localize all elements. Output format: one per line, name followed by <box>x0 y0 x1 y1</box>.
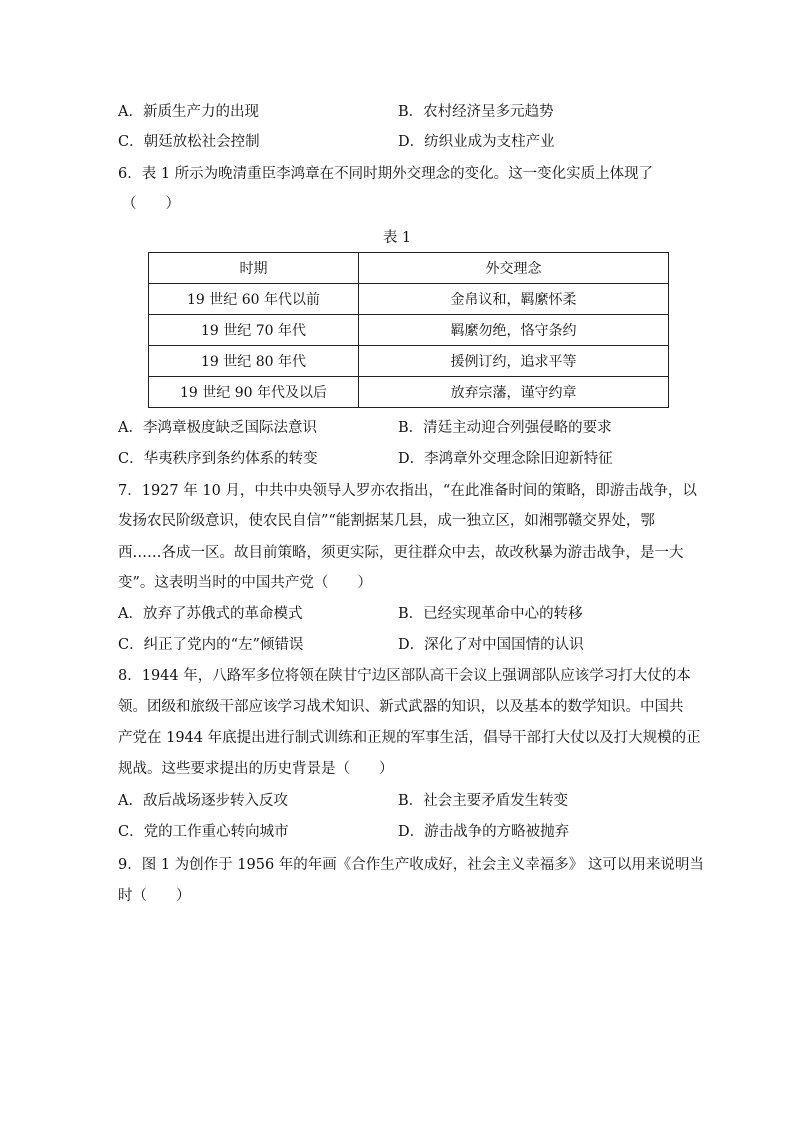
q8-option-c: C．党的工作重心转向城市 <box>118 824 289 840</box>
q7-stem-line-3: 西……各成一区。故目前策略，须更实际，更往群众中去，故改秋暴为游击战争，是一大 <box>118 545 684 561</box>
q6-option-a: A．李鸿章极度缺乏国际法意识 <box>118 420 317 436</box>
diplomacy-table <box>148 252 669 408</box>
q6-answer-bracket: （ ） <box>122 196 180 212</box>
q9-stem-line-2: 时（ ） <box>118 888 191 904</box>
q7-stem-line-2: 发扬农民阶级意识，使农民自信”“能割据某几县，成一独立区，如湘鄂赣交界处，鄂 <box>118 513 655 529</box>
q5-option-c: C．朝廷放松社会控制 <box>118 134 260 150</box>
q7-option-d: D．深化了对中国国情的认识 <box>398 637 584 653</box>
q8-option-d: D．游击战争的方略被抛弃 <box>398 824 570 840</box>
q8-option-a: A．敌后战场逐步转入反攻 <box>118 793 288 809</box>
q8-option-b: B．社会主要矛盾发生转变 <box>398 793 569 809</box>
q7-option-c: C．纠正了党内的“左”倾错误 <box>118 637 304 653</box>
q6-option-d: D．李鸿章外交理念除旧迎新特征 <box>398 451 613 467</box>
q8-stem-line-1: 8．1944 年，八路军多位将领在陕甘宁边区部队高干会议上强调部队应该学习打大仗的本 <box>118 668 691 684</box>
q8-stem-line-3: 产党在 1944 年底提出进行制式训练和正规的军事生活，倡导干部打大仗以及打大规模的正 <box>118 730 701 746</box>
table-cell-concept: 放弃宗藩，谨守约章 <box>359 377 669 408</box>
table-caption: 表 1 <box>382 230 412 246</box>
q7-option-b: B．已经实现革命中心的转移 <box>398 606 583 622</box>
q7-stem-line-1: 7．1927 年 10 月，中共中央领导人罗亦农指出，“在此准备时间的策略，即游击战争，以 <box>118 483 697 499</box>
table-row <box>149 377 669 408</box>
q6-option-b: B．清廷主动迎合列强侵略的要求 <box>398 420 612 436</box>
table-header-row <box>149 253 669 284</box>
table-row <box>149 284 669 315</box>
table-row <box>149 315 669 346</box>
table-cell-period: 19 世纪 80 年代 <box>149 346 359 377</box>
q7-stem-line-4: 变”。这表明当时的中国共产党（ ） <box>118 575 372 591</box>
q5-option-a: A．新质生产力的出现 <box>118 104 259 120</box>
q9-stem-line-1: 9．图 1 为创作于 1956 年的年画《合作生产收成好，社会主义幸福多》 这可以用来说明当 <box>118 857 704 873</box>
q6-stem-line-1: 6．表 1 所示为晚清重臣李鸿章在不同时期外交理念的变化。这一变化实质上体现了 <box>118 166 654 182</box>
q8-stem-line-2: 领。团级和旅级干部应该学习战术知识、新式武器的知识，以及基本的数学知识。中国共 <box>118 699 684 715</box>
table-header-period: 时期 <box>149 253 359 284</box>
table-row <box>149 346 669 377</box>
q6-option-c: C．华夷秩序到条约体系的转变 <box>118 451 318 467</box>
table-cell-period: 19 世纪 60 年代以前 <box>149 284 359 315</box>
table-cell-concept: 羁縻勿绝，恪守条约 <box>359 315 669 346</box>
table-header-concept: 外交理念 <box>359 253 669 284</box>
table-cell-period: 19 世纪 90 年代及以后 <box>149 377 359 408</box>
q7-option-a: A．放弃了苏俄式的革命模式 <box>118 606 303 622</box>
table-cell-period: 19 世纪 70 年代 <box>149 315 359 346</box>
q5-option-d: D．纺织业成为支柱产业 <box>398 134 555 150</box>
q5-option-b: B．农村经济呈多元趋势 <box>398 104 554 120</box>
q8-stem-line-4: 规战。这些要求提出的历史背景是（ ） <box>118 761 394 777</box>
table-cell-concept: 援例订约，追求平等 <box>359 346 669 377</box>
table-cell-concept: 金帛议和，羁縻怀柔 <box>359 284 669 315</box>
